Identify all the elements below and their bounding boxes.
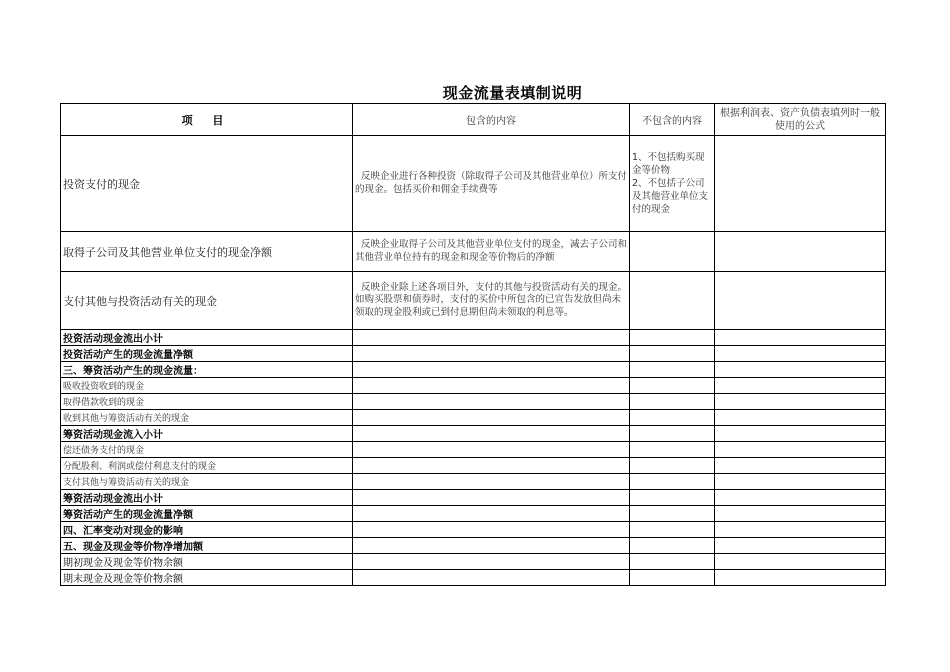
row-excludes[interactable] [630, 362, 715, 378]
row-label[interactable]: 投资活动现金流出小计 [61, 330, 353, 346]
row-excludes[interactable] [630, 394, 715, 410]
row-contains[interactable] [353, 474, 630, 490]
row-formula[interactable] [715, 330, 886, 346]
row-label[interactable]: 取得借款收到的现金 [61, 394, 353, 410]
row-contains[interactable] [353, 362, 630, 378]
row-label[interactable]: 投资活动产生的现金流量净额 [61, 346, 353, 362]
row-formula[interactable] [715, 474, 886, 490]
row-formula[interactable] [715, 458, 886, 474]
row-contains[interactable] [353, 346, 630, 362]
row-excludes[interactable] [630, 458, 715, 474]
row-label[interactable]: 取得子公司及其他营业单位支付的现金净额 [61, 232, 353, 272]
row-excludes[interactable] [630, 442, 715, 458]
table-row [61, 330, 886, 346]
header-excludes: 不包含的内容 [630, 104, 715, 136]
header-contains: 包含的内容 [353, 104, 630, 136]
row-contains[interactable] [353, 458, 630, 474]
row-label[interactable]: 偿还债务支付的现金 [61, 442, 353, 458]
table-row [61, 346, 886, 362]
table-row [61, 474, 886, 490]
row-excludes[interactable] [630, 330, 715, 346]
table-row [61, 232, 886, 272]
row-label[interactable]: 期末现金及现金等价物余额 [61, 570, 353, 586]
table-header-row [61, 104, 886, 136]
row-excludes[interactable] [630, 570, 715, 586]
row-formula[interactable] [715, 490, 886, 506]
header-item: 项 目 [61, 104, 353, 136]
row-label[interactable]: 筹资活动现金流出小计 [61, 490, 353, 506]
table-row [61, 410, 886, 426]
table-row [61, 570, 886, 586]
page-title: 现金流量表填制说明 [442, 84, 583, 102]
row-formula[interactable] [715, 362, 886, 378]
row-excludes[interactable] [630, 410, 715, 426]
table-row [61, 522, 886, 538]
row-formula[interactable] [715, 554, 886, 570]
row-label[interactable]: 四、汇率变动对现金的影响 [61, 522, 353, 538]
row-formula[interactable] [715, 378, 886, 394]
row-formula[interactable] [715, 506, 886, 522]
table-row [61, 490, 886, 506]
row-excludes[interactable] [630, 474, 715, 490]
row-contains[interactable] [353, 506, 630, 522]
table-row [61, 554, 886, 570]
table-row [61, 538, 886, 554]
row-formula[interactable] [715, 232, 886, 272]
row-formula[interactable] [715, 346, 886, 362]
row-label[interactable]: 支付其他与投资活动有关的现金 [61, 272, 353, 330]
row-label[interactable]: 五、现金及现金等价物净增加额 [61, 538, 353, 554]
row-excludes[interactable] [630, 426, 715, 442]
row-formula[interactable] [715, 272, 886, 330]
row-excludes[interactable] [630, 346, 715, 362]
row-contains[interactable] [353, 426, 630, 442]
table-row [61, 506, 886, 522]
row-contains[interactable] [353, 330, 630, 346]
row-label[interactable]: 三、筹资活动产生的现金流量： [61, 362, 353, 378]
row-excludes[interactable] [630, 232, 715, 272]
row-label[interactable]: 支付其他与筹资活动有关的现金 [61, 474, 353, 490]
table-row [61, 442, 886, 458]
table-row [61, 458, 886, 474]
row-contains[interactable] [353, 442, 630, 458]
row-label[interactable]: 收到其他与筹资活动有关的现金 [61, 410, 353, 426]
row-contains[interactable] [353, 394, 630, 410]
header-formula: 根据利润表、资产负债表填列时一般使用的公式 [715, 104, 886, 136]
row-contains[interactable] [353, 554, 630, 570]
table-row [61, 378, 886, 394]
row-excludes[interactable] [630, 272, 715, 330]
row-label[interactable]: 投资支付的现金 [61, 136, 353, 232]
table-row [61, 272, 886, 330]
row-excludes[interactable] [630, 378, 715, 394]
row-contains[interactable] [353, 538, 630, 554]
row-contains[interactable] [353, 570, 630, 586]
row-excludes[interactable] [630, 506, 715, 522]
row-label[interactable]: 筹资活动现金流入小计 [61, 426, 353, 442]
row-formula[interactable] [715, 522, 886, 538]
table-row [61, 136, 886, 232]
row-contains[interactable] [353, 522, 630, 538]
table-row [61, 426, 886, 442]
row-formula[interactable] [715, 410, 886, 426]
row-excludes[interactable] [630, 522, 715, 538]
row-formula[interactable] [715, 570, 886, 586]
row-contains[interactable]: 反映企业取得子公司及其他营业单位支付的现金，减去子公司和其他营业单位持有的现金和现金等价物后的净额 [353, 232, 630, 272]
row-excludes[interactable]: 1、不包括购买现金等价物 2、不包括子公司及其他营业单位支付的现金 [630, 136, 715, 232]
row-formula[interactable] [715, 394, 886, 410]
row-contains[interactable]: 反映企业进行各种投资（除取得子公司及其他营业单位）所支付的现金。包括买价和佣金手续费等 [353, 136, 630, 232]
row-formula[interactable] [715, 442, 886, 458]
row-excludes[interactable] [630, 554, 715, 570]
row-contains[interactable] [353, 490, 630, 506]
row-contains[interactable] [353, 410, 630, 426]
row-label[interactable]: 吸收投资收到的现金 [61, 378, 353, 394]
row-excludes[interactable] [630, 490, 715, 506]
row-formula[interactable] [715, 426, 886, 442]
row-formula[interactable] [715, 136, 886, 232]
cash-flow-table [60, 103, 886, 586]
row-contains[interactable]: 反映企业除上述各项目外，支付的其他与投资活动有关的现金。如购买股票和债券时，支付的买价中所包含的已宣告发放但尚未领取的现金股利或已到付息期但尚未领取的利息等。 [353, 272, 630, 330]
table-row [61, 362, 886, 378]
row-label[interactable]: 筹资活动产生的现金流量净额 [61, 506, 353, 522]
row-contains[interactable] [353, 378, 630, 394]
simple-rows [61, 330, 886, 586]
table-row [61, 394, 886, 410]
row-formula[interactable] [715, 538, 886, 554]
row-label[interactable]: 分配股利、利润或偿付利息支付的现金 [61, 458, 353, 474]
row-excludes[interactable] [630, 538, 715, 554]
row-label[interactable]: 期初现金及现金等价物余额 [61, 554, 353, 570]
